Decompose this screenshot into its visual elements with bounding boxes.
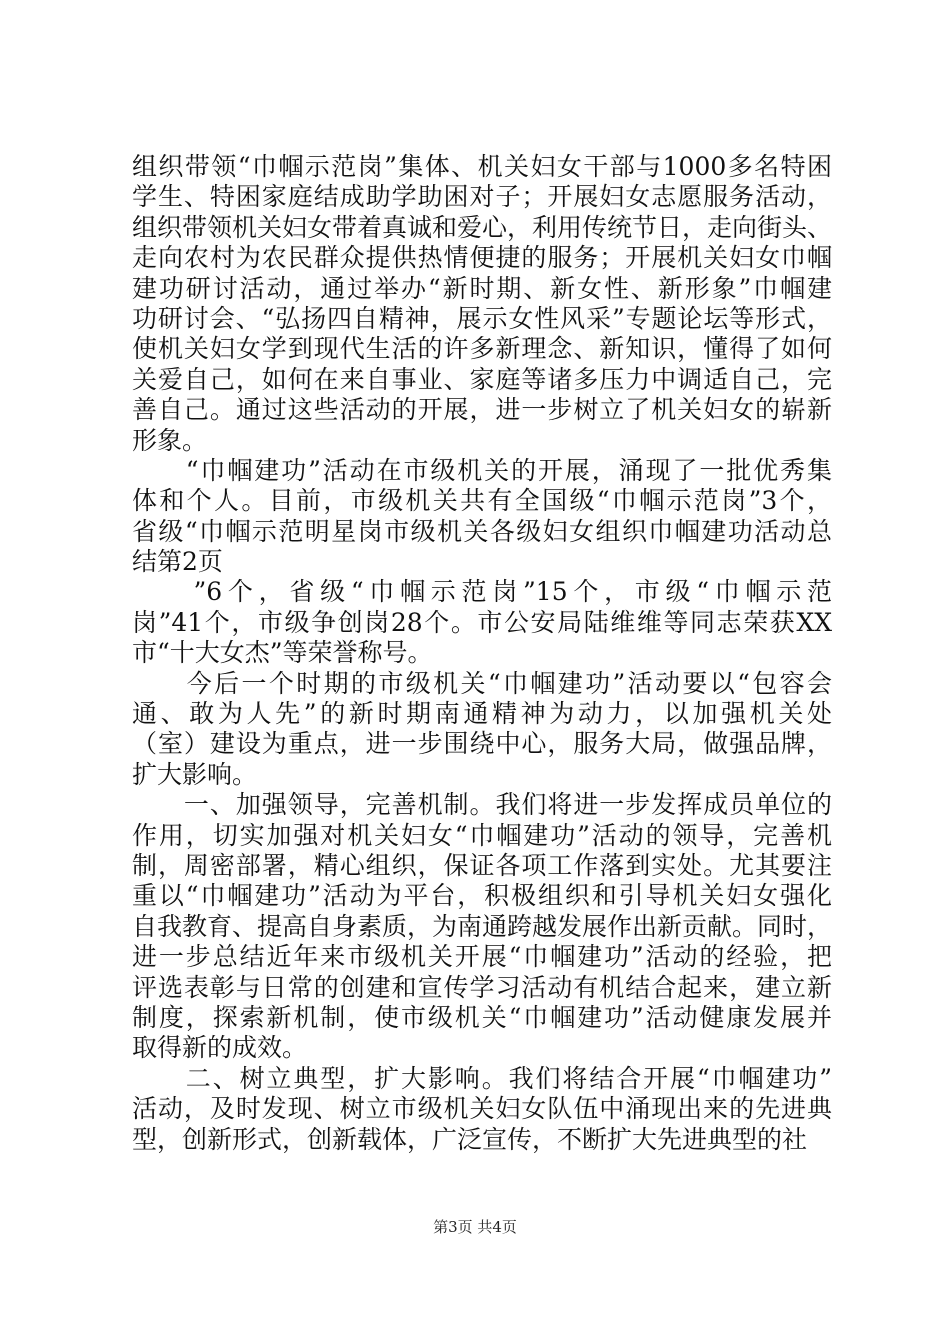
text-line: 今后一个时期的市级机关“巾帼建功”活动要以“包容会 <box>132 668 832 698</box>
text-line: 功研讨会、“弘扬四自精神，展示女性风采”专题论坛等形式， <box>132 303 832 333</box>
document-body <box>132 152 832 1155</box>
page-footer: 第3页 共4页 <box>433 1218 517 1236</box>
text-line: 型，创新形式，创新载体，广泛宣传，不断扩大先进典型的社 <box>132 1124 808 1154</box>
text-line: 评选表彰与日常的创建和宣传学习活动有机结合起来，建立新 <box>132 972 832 1002</box>
text-line: 二、树立典型，扩大影响。我们将结合开展“巾帼建功” <box>132 1063 832 1093</box>
text-line: 使机关妇女学到现代生活的许多新理念、新知识，懂得了如何 <box>132 334 832 364</box>
text-line: 建功研讨活动，通过举办“新时期、新女性、新形象”巾帼建 <box>132 273 832 303</box>
text-line: 省级“巾帼示范明星岗市级机关各级妇女组织巾帼建功活动总 <box>132 516 832 546</box>
text-line: 走向农村为农民群众提供热情便捷的服务；开展机关妇女巾帼 <box>132 243 832 273</box>
text-line: 关爱自己，如何在来自事业、家庭等诸多压力中调适自己，完 <box>132 364 832 394</box>
text-line: 组织带领“巾帼示范岗”集体、机关妇女干部与1000多名特困 <box>132 152 832 181</box>
text-line: 组织带领机关妇女带着真诚和爱心，利用传统节日，走向街头、 <box>132 212 833 242</box>
text-line: 扩大影响。 <box>132 759 258 789</box>
text-line: 形象。 <box>132 425 208 455</box>
text-line: 活动，及时发现、树立市级机关妇女队伍中涌现出来的先进典 <box>132 1094 832 1124</box>
text-line: 制，周密部署，精心组织，保证各项工作落到实处。尤其要注 <box>132 850 832 880</box>
text-line: 体和个人。目前，市级机关共有全国级“巾帼示范岗”3个， <box>132 486 832 516</box>
text-line: 取得新的成效。 <box>132 1033 308 1063</box>
text-line: 学生、特困家庭结成助学助困对子；开展妇女志愿服务活动， <box>132 182 832 212</box>
text-line: 进一步总结近年来市级机关开展“巾帼建功”活动的经验，把 <box>132 942 832 972</box>
text-line: 善自己。通过这些活动的开展，进一步树立了机关妇女的崭新 <box>132 395 832 425</box>
text-line: 一、加强领导，完善机制。我们将进一步发挥成员单位的 <box>132 790 832 820</box>
text-line: ”6个，省级“巾帼示范岗”15个，市级“巾帼示范 <box>132 577 832 607</box>
text-line: （室）建设为重点，进一步围绕中心，服务大局，做强品牌， <box>132 729 832 759</box>
text-line: 岗”41个，市级争创岗28个。市公安局陆维维等同志荣获XX <box>132 607 832 637</box>
text-line: 通、敢为人先”的新时期南通精神为动力，以加强机关处 <box>132 699 832 729</box>
text-line: 结第2页 <box>132 547 223 577</box>
text-line: 重以“巾帼建功”活动为平台，积极组织和引导机关妇女强化 <box>132 881 832 911</box>
text-line: 自我教育、提高自身素质，为南通跨越发展作出新贡献。同时， <box>132 911 833 941</box>
text-line: 制度，探索新机制，使市级机关“巾帼建功”活动健康发展并 <box>132 1002 832 1032</box>
text-line: “巾帼建功”活动在市级机关的开展，涌现了一批优秀集 <box>132 455 832 485</box>
text-line: 作用，切实加强对机关妇女“巾帼建功”活动的领导，完善机 <box>132 820 832 850</box>
text-line: 市“十大女杰”等荣誉称号。 <box>132 638 433 668</box>
